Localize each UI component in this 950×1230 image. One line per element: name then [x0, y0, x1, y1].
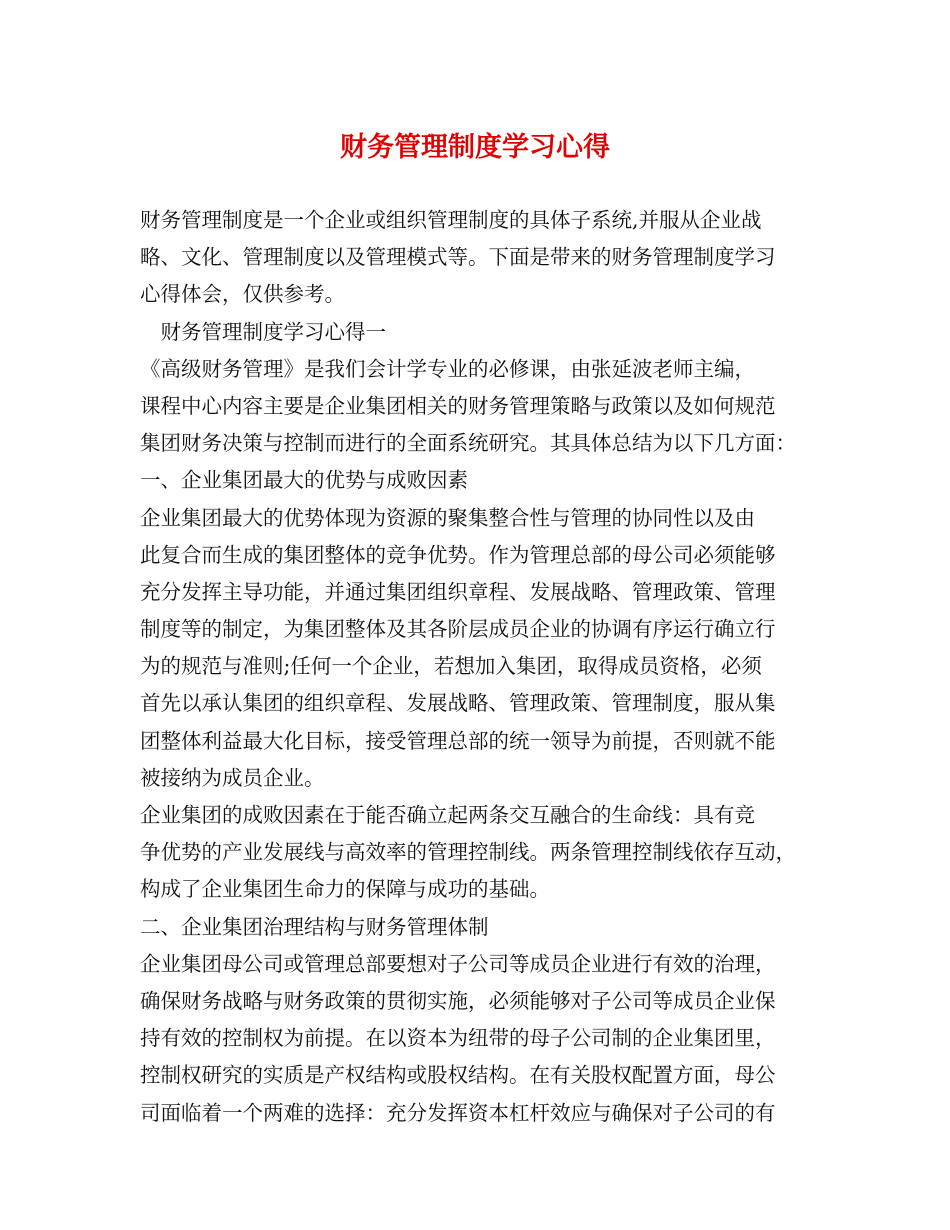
document-line: 财务管理制度是一个企业或组织管理制度的具体子系统,并服从企业战: [140, 208, 762, 232]
document-body: [140, 202, 820, 1132]
document-line: 企业集团的成败因素在于能否确立起两条交互融合的生命线：具有竞: [140, 803, 755, 827]
document-line: 控制权研究的实质是产权结构或股权结构。在有关股权配置方面，母公: [140, 1063, 776, 1088]
document-line: 二、企业集团治理结构与财务管理体制: [140, 914, 489, 939]
document-line: 构成了企业集团生命力的保障与成功的基础。: [140, 877, 550, 902]
document-line: 企业集团母公司或管理总部要想对子公司等成员企业进行有效的治理，: [140, 951, 776, 976]
document-line: 被接纳为成员企业。: [140, 765, 325, 790]
document-line: 司面临着一个两难的选择：充分发挥资本杠杆效应与确保对子公司的有: [140, 1100, 776, 1125]
document-title: 财务管理制度学习心得: [340, 132, 610, 163]
document-line: 首先以承认集团的组织章程、发展战略、管理政策、管理制度，服从集: [140, 691, 776, 716]
document-line: 《高级财务管理》是我们会计学专业的必修课，由张延波老师主编，: [140, 356, 755, 381]
document-line: 确保财务战略与财务政策的贯彻实施，必须能够对子公司等成员企业保: [140, 988, 776, 1013]
document-line: 为的规范与准则;任何一个企业，若想加入集团，取得成员资格，必须: [140, 654, 762, 679]
document-line: 此复合而生成的集团整体的竞争优势。作为管理总部的母公司必须能够: [140, 542, 776, 567]
document-line: 持有效的控制权为前提。在以资本为纽带的母子公司制的企业集团里，: [140, 1026, 776, 1051]
document-line: 企业集团最大的优势体现为资源的聚集整合性与管理的协同性以及由: [140, 505, 755, 530]
document-line: 制度等的制定，为集团整体及其各阶层成员企业的协调有序运行确立行: [140, 617, 776, 642]
document-line: 心得体会，仅供参考。: [140, 282, 345, 307]
document-line: 课程中心内容主要是企业集团相关的财务管理策略与政策以及如何规范: [140, 393, 776, 418]
document-line: 略、文化、管理制度以及管理模式等。下面是带来的财务管理制度学习: [140, 245, 776, 270]
document-line: 争优势的产业发展线与高效率的管理控制线。两条管理控制线依存互动，: [140, 840, 796, 865]
document-line: 充分发挥主导功能，并通过集团组织章程、发展战略、管理政策、管理: [140, 579, 776, 604]
document-line: 财务管理制度学习心得一: [140, 319, 386, 344]
document-line: 一、企业集团最大的优势与成败因素: [140, 468, 468, 493]
document-line: 集团财务决策与控制而进行的全面系统研究。其具体总结为以下几方面：: [140, 431, 796, 456]
document-line: 团整体利益最大化目标，接受管理总部的统一领导为前提，否则就不能: [140, 728, 776, 753]
